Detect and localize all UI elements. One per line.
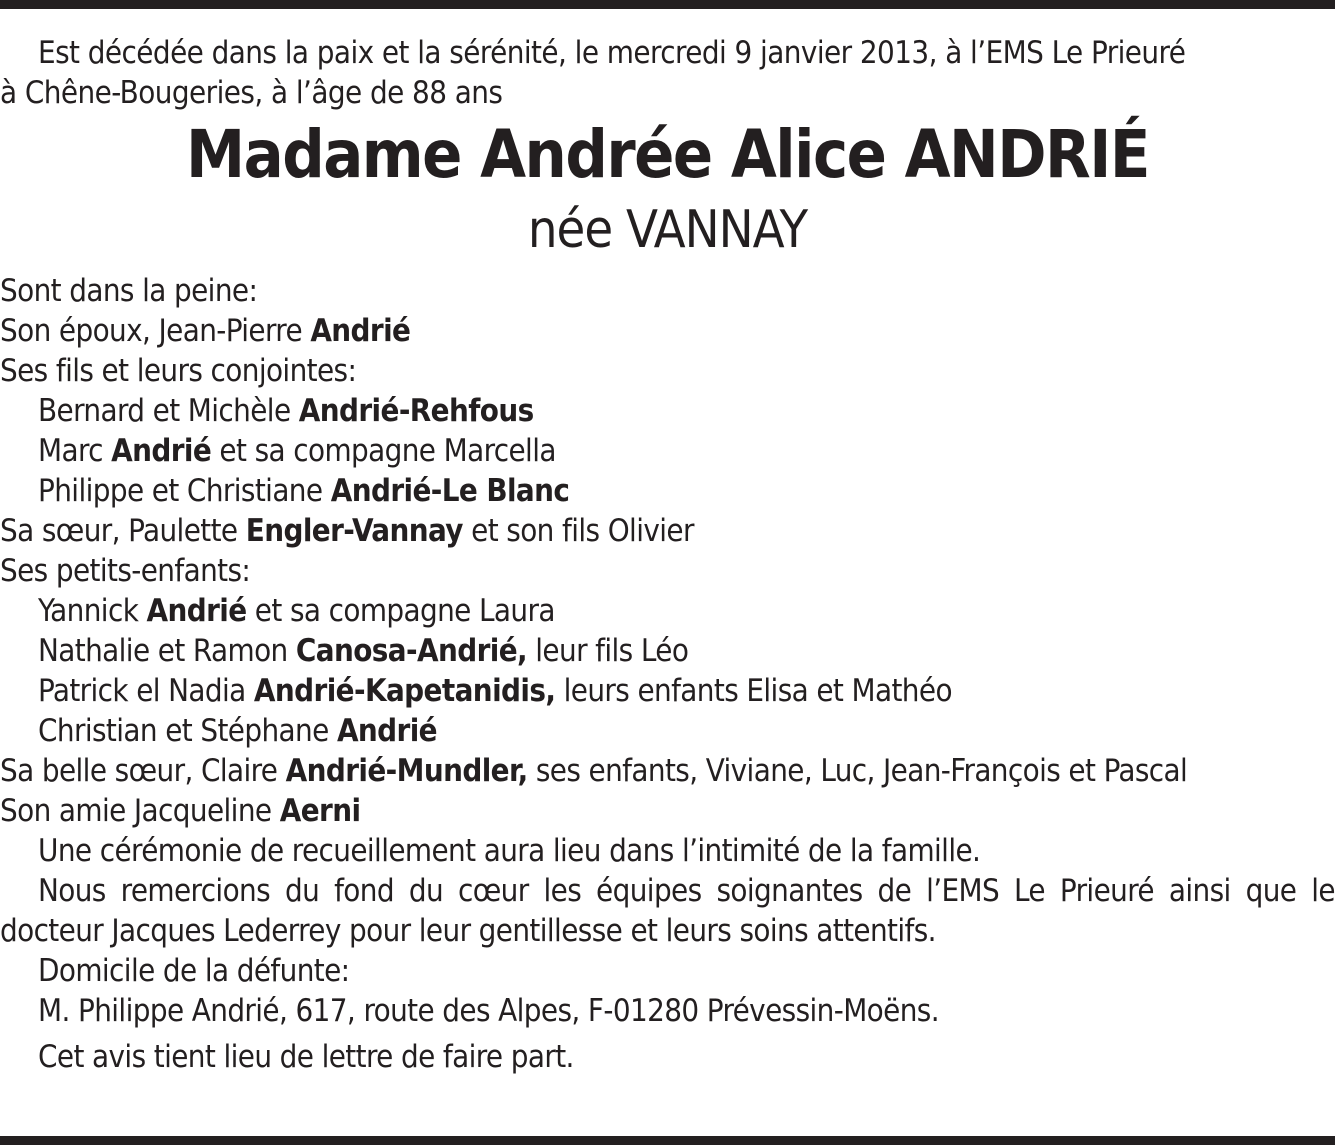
- son-line: Marc Andrié et sa compagne Marcella: [38, 433, 556, 469]
- ceremony-notice: Une cérémonie de recueillement aura lieu dans l’intimité de la famille.: [38, 833, 981, 869]
- spouse-line: Son époux, Jean-Pierre Andrié: [0, 313, 411, 349]
- sister-line: Sa sœur, Paulette Engler-Vannay et son fils Olivier: [0, 513, 694, 549]
- maiden-name: née VANNAY: [527, 200, 808, 260]
- grandchild-line: Patrick el Nadia Andrié-Kapetanidis, leurs enfants Elisa et Mathéo: [38, 673, 952, 709]
- mourners-heading: Sont dans la peine:: [0, 273, 258, 309]
- sister-in-law-line: Sa belle sœur, Claire Andrié-Mundler, ses enfants, Viviane, Luc, Jean-François et Pascal: [0, 753, 1188, 789]
- grandchild-line: Christian et Stéphane Andrié: [38, 713, 437, 749]
- thanks-paragraph: Nous remercions du fond du cœur les équipes soignantes de l’EMS Le Prieuré ainsi que le docteur Jacques Lederrey pour leur gentillesse et leurs soins attentifs.: [0, 873, 1335, 949]
- grandchild-line: Nathalie et Ramon Canosa-Andrié, leur fils Léo: [38, 633, 689, 669]
- death-announcement: Est décédée dans la paix et la sérénité, le mercredi 9 janvier 2013, à l’EMS Le Prieuré: [38, 35, 1186, 71]
- deceased-name: Madame Andrée Alice ANDRIÉ: [186, 116, 1149, 193]
- grandchildren-heading: Ses petits-enfants:: [0, 553, 251, 589]
- son-line: Bernard et Michèle Andrié-Rehfous: [38, 393, 534, 429]
- grandchild-line: Yannick Andrié et sa compagne Laura: [38, 593, 555, 629]
- domicile-heading: Domicile de la défunte:: [38, 953, 350, 989]
- domicile-address: M. Philippe Andrié, 617, route des Alpes, F-01280 Prévessin-Moëns.: [38, 993, 939, 1029]
- obituary-notice: [0, 33, 1335, 1077]
- bottom-rule: [0, 1136, 1335, 1145]
- top-rule: [0, 0, 1335, 9]
- friend-line: Son amie Jacqueline Aerni: [0, 793, 361, 829]
- closing-note: Cet avis tient lieu de lettre de faire part.: [38, 1039, 574, 1075]
- death-announcement-continuation: à Chêne-Bougeries, à l’âge de 88 ans: [0, 75, 503, 111]
- son-line: Philippe et Christiane Andrié-Le Blanc: [38, 473, 570, 509]
- sons-heading: Ses fils et leurs conjointes:: [0, 353, 357, 389]
